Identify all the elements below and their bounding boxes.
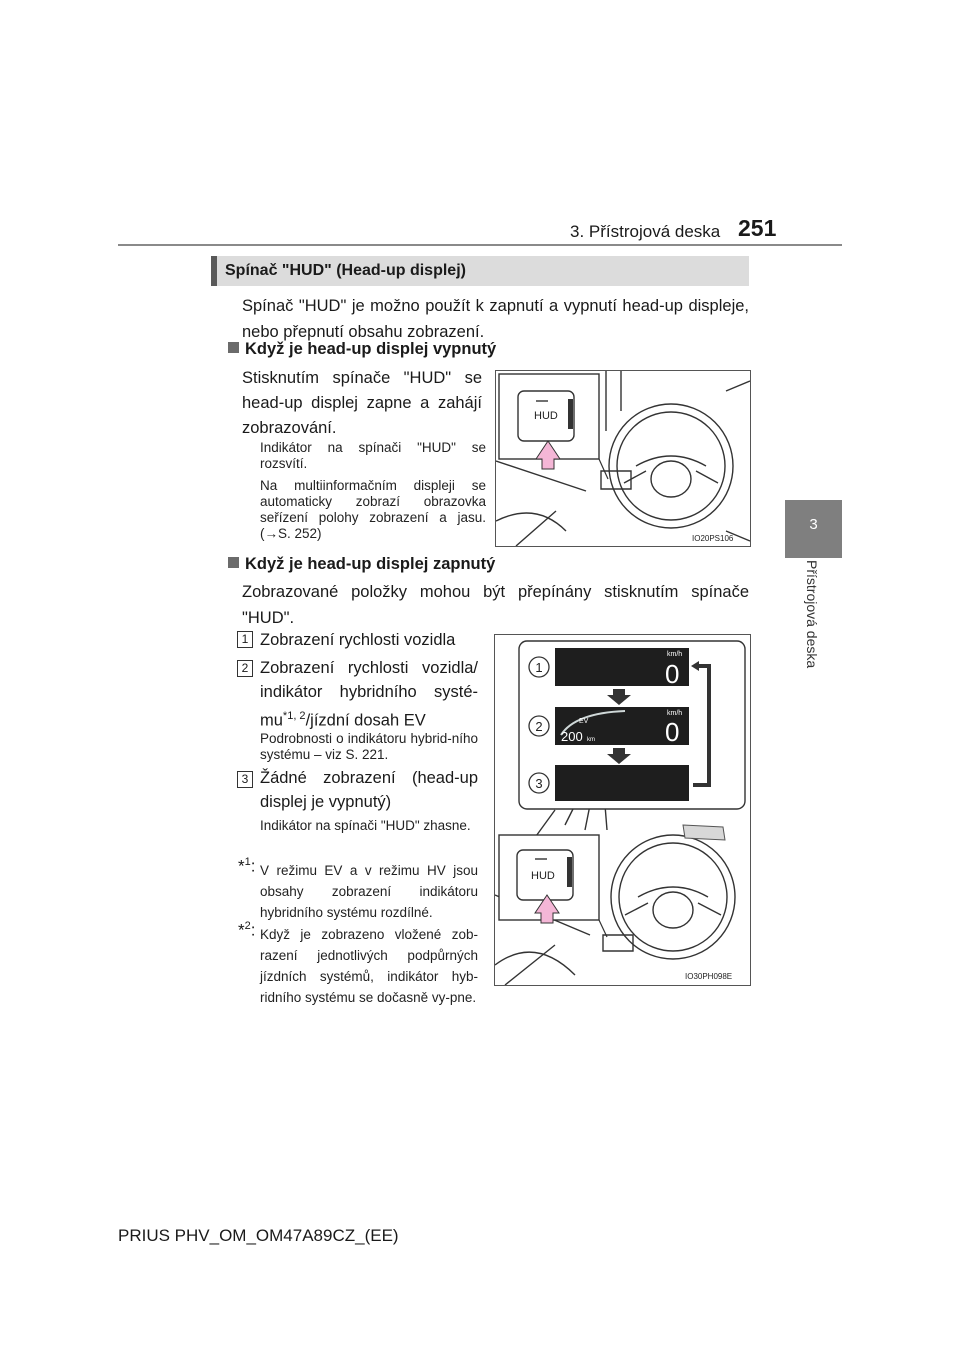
section-title: Spínač "HUD" (Head-up displej) [225,262,466,279]
item-1-text: Zobrazení rychlosti vozidla [260,631,456,649]
item-2-text: Zobrazení rychlosti vozidla/ indikátor hybridního systé-mu$^{*1, 2}$/jízdní dosah EV [260,659,478,730]
svg-text:HUD: HUD [531,870,555,882]
svg-text:HUD: HUD [534,410,558,422]
item-2-note: Podrobnosti o indikátoru hybrid-ního systému – viz S. 221. [260,731,478,762]
figure-hud-switch-off [495,370,751,547]
item-number-1: 1 [237,631,253,648]
square-bullet-icon [228,342,239,353]
footnote-2-text: Když je zobrazeno vložené zob-razení jednotlivých podpůrných jízdních systémů, indikátor hyb-ridního systému se dočasně vy-pne. [260,927,478,1005]
section-title-accent [211,256,217,286]
on-body: Zobrazované položky mohou být přepínány stisknutím spínače "HUD". [242,583,749,627]
svg-text:200: 200 [561,729,583,744]
chapter-number: 3 [809,516,818,533]
item-number-2: 2 [237,660,253,677]
intro-paragraph: Spínač "HUD" je možno použít k zapnutí a vypnutí head-up displeje, nebo přepnutí obsahu zobrazení. [242,297,749,341]
figure-code-1: IO20PS106 [692,534,734,543]
svg-text:km/h: km/h [667,651,683,658]
page-number: 251 [738,215,777,241]
dashboard-illustration-2 [495,635,750,985]
svg-text:0: 0 [665,659,680,689]
square-bullet-icon [228,557,239,568]
figure-code-2: IO30PH098E [685,972,733,981]
footnote-mark-2: *$^2$: [238,920,256,940]
svg-text:3: 3 [535,776,543,791]
subheading-on: Když je head-up displej zapnutý [228,555,495,574]
footnote-mark-1: *$^1$: [238,856,256,876]
svg-text:km: km [587,737,595,743]
off-note-2: Na multiinformačním displeji se automaticky zobrazí obrazovka seřízení polohy zobrazení a jasu. (→S. 252) [260,478,486,541]
figure-hud-switch-on [494,634,751,986]
item-number-3: 3 [237,771,253,788]
footnote-1-text: V režimu EV a v režimu HV jsou obsahy zobrazení indikátoru hybridního systému rozdílné. [260,863,478,920]
subheading-off: Když je head-up displej vypnutý [228,340,496,359]
svg-text:km/h: km/h [667,710,683,717]
chapter-title-vertical: Přístrojová deska [804,560,820,669]
off-body: Stisknutím spínače "HUD" se head-up displej zapne a zahájí zobrazování. [242,369,482,437]
svg-text:0: 0 [665,717,680,747]
svg-text:1: 1 [535,660,543,675]
svg-text:2: 2 [535,719,543,734]
header-rule [118,244,842,246]
item-3-note: Indikátor na spínači "HUD" zhasne. [260,818,471,833]
document-footer: PRIUS PHV_OM_OM47A89CZ_(EE) [118,1226,399,1245]
dashboard-illustration-1 [496,371,750,546]
off-note-1: Indikátor na spínači "HUD" se rozsvítí. [260,440,486,471]
item-3-text: Žádné zobrazení (head-up displej je vypnutý) [260,769,478,811]
running-header-section: 3. Přístrojová deska [570,222,721,241]
svg-text:EV: EV [579,718,589,725]
